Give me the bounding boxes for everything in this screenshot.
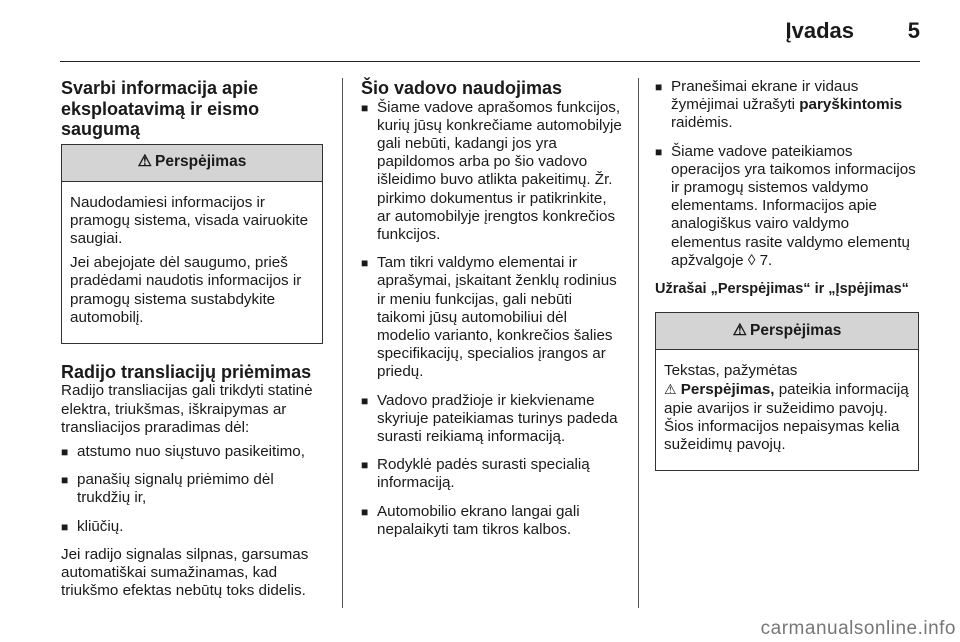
warning-header — [62, 145, 322, 182]
list-item: ■ Šiame vadove aprašomos funkcijos, kurių jūsų konkrečiame automobilyje gali nebūti, kadangi jos yra papildomos arba po šio vadovo išleidimo buvo atlikta pakeitimų. Žr. pirkimo dokumentus ir patikrinkite, ar automobilyje įrengtos konkrečios funkcijos. — [361, 99, 623, 245]
list-item: ■ Automobilio ekrano langai gali nepalaikyti tam tikros kalbos. — [361, 503, 623, 539]
warning-triangle-icon: ⚠ — [664, 381, 677, 398]
page-reference: 7. — [755, 251, 773, 269]
column-left — [61, 78, 323, 606]
list-text: raidėmis. — [671, 114, 733, 132]
warning-title: Perspėjimas — [155, 153, 247, 171]
column-divider — [342, 78, 343, 608]
bullet-list — [61, 443, 323, 536]
column-right — [655, 78, 919, 489]
page-header — [60, 0, 920, 60]
section-title: Įvadas — [785, 18, 854, 43]
section-heading: Svarbi informacija apie eksploatavimą ir eismo saugumą — [61, 78, 260, 139]
warning-text: Naudodamiesi informacijos ir pramogų sistema, visada vairuokite saugiai. — [70, 193, 309, 247]
warning-text: Jei abejojate dėl saugumo, prieš pradėdami naudotis informacijos ir pramogų sistema sustabdykite automobilį. — [70, 254, 302, 326]
paragraph: Jei radijo signalas silpnas, garsumas automatiškai sumažinamas, kad triukšmo efektas nebūtų toks didelis. — [61, 545, 309, 600]
bullet-list — [361, 99, 623, 539]
subheading: Užrašai „Perspėjimas“ ir „Įspėjimas“ — [655, 281, 909, 298]
warning-triangle-icon: ⚠ — [732, 322, 747, 340]
bullet-list — [655, 78, 919, 270]
warning-box — [61, 144, 323, 344]
paragraph: Radijo transliacijas gali trikdyti statinė elektra, triukšmas, iškraipymas ar transliacijos praradimas dėl: — [61, 382, 313, 436]
section-heading: Šio vadovo naudojimas — [361, 78, 563, 98]
warning-box — [655, 312, 919, 471]
list-item — [655, 143, 919, 270]
watermark: carmanualsonline.info — [760, 618, 956, 639]
column-middle — [361, 78, 623, 549]
list-item: ■ Tam tikri valdymo elementai ir aprašymai, įskaitant ženklų rodinius ir meniu funkcijas, gali nebūti taikomi jūsų automobiliui dėl modelio varianto, konkrečios šalies specifikacijų, specialios įrangos ar priedų. — [361, 254, 623, 381]
warning-text-part: Tekstas, pažymėtas — [664, 362, 798, 380]
page-number: 5 — [907, 18, 920, 43]
list-item: ■ Vadovo pradžioje ir kiekviename skyriuje pateikiamas turinys padeda surasti reikiamą informaciją. — [361, 392, 623, 447]
warning-text-part: pateikia informaciją apie avarijos ir sužeidimo pavojų. Šios informacijos nepaisymas kelia sužeidimų pavojų. — [664, 381, 909, 454]
section-heading: Radijo transliacijų priėmimas — [61, 361, 312, 382]
list-text: Pranešimai ekrane ir vidaus žymėjimai užrašyti — [671, 78, 859, 114]
list-item: ■ kliūčių. — [61, 518, 323, 536]
warning-body — [656, 350, 918, 470]
list-item: ■ atstumo nuo siųstuvo pasikeitimo, — [61, 443, 323, 461]
list-item — [655, 78, 919, 133]
warning-header — [656, 313, 918, 350]
header-divider — [60, 61, 920, 62]
column-divider — [638, 78, 639, 608]
bold-text: paryškintomis — [799, 96, 903, 114]
list-text: Šiame vadove pateikiamos operacijos yra taikomos informacijos ir pramogų sistemos valdymo elementams. Informacijos apie analogiškus vairo valdymo elementus rasite valdymo elementų apžvalgoje — [671, 142, 916, 269]
warning-title: Perspėjimas — [750, 322, 842, 340]
list-item: ■ Rodyklė padės surasti specialią informaciją. — [361, 456, 623, 492]
warning-triangle-icon: ⚠ — [137, 153, 152, 171]
bold-text: Perspėjimas, — [680, 381, 775, 399]
page-reference-arrow-icon: ◊ — [747, 251, 756, 269]
list-item: ■ panašių signalų priėmimo dėl trukdžių ir, — [61, 471, 323, 507]
warning-body — [62, 182, 322, 343]
warning-text — [664, 362, 910, 454]
